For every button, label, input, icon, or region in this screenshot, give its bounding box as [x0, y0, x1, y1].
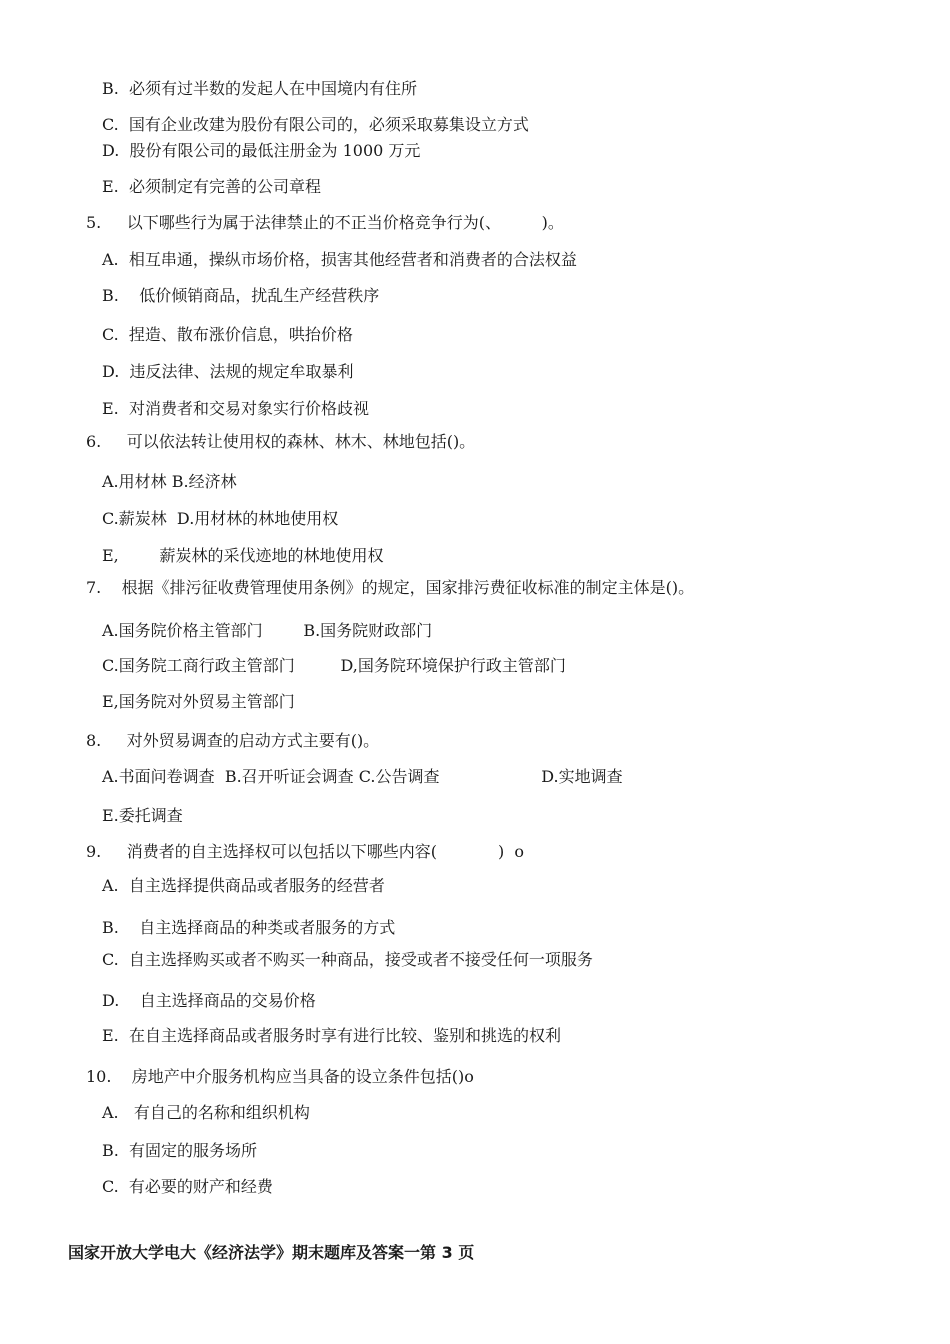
- option-8abcd: A.书面问卷调查 B.召开听证会调查 C.公告调查 D.实地调查: [102, 767, 623, 786]
- option-9d: D. 自主选择商品的交易价格: [102, 991, 316, 1010]
- option-10c: C. 有必要的财产和经费: [102, 1177, 273, 1196]
- option-9b: B. 自主选择商品的种类或者服务的方式: [102, 918, 396, 937]
- option-9a: A. 自主选择提供商品或者服务的经营者: [102, 876, 385, 895]
- option-6ab: A.用材林 B.经济林: [102, 472, 237, 491]
- question-8: 8. 对外贸易调查的启动方式主要有()。: [86, 731, 380, 750]
- option-5c: C. 捏造、散布涨价信息，哄抬价格: [102, 325, 353, 344]
- option-9e: E. 在自主选择商品或者服务时享有进行比较、鉴别和挑选的权利: [102, 1026, 561, 1045]
- option-7e: E,国务院对外贸易主管部门: [102, 692, 295, 711]
- option-7ab: A.国务院价格主管部门 B.国务院财政部门: [102, 621, 433, 640]
- option-10a: A. 有自己的名称和组织机构: [102, 1103, 310, 1122]
- option-10b: B. 有固定的服务场所: [102, 1141, 258, 1160]
- question-9: 9. 消费者的自主选择权可以包括以下哪些内容( ) o: [86, 842, 525, 861]
- option-4c: C. 国有企业改建为股份有限公司的，必须采取募集设立方式: [102, 115, 529, 134]
- question-10: 10. 房地产中介服务机构应当具备的设立条件包括()o: [86, 1067, 474, 1086]
- option-5a: A. 相互串通，操纵市场价格，损害其他经营者和消费者的合法权益: [102, 250, 577, 269]
- option-6e: E, 薪炭林的采伐迹地的林地使用权: [102, 546, 384, 565]
- option-5d: D. 违反法律、法规的规定牟取暴利: [102, 362, 354, 381]
- option-4e: E. 必须制定有完善的公司章程: [102, 177, 321, 196]
- option-5b: B. 低价倾销商品，扰乱生产经营秩序: [102, 286, 380, 305]
- question-7: 7. 根据《排污征收费管理使用条例》的规定，国家排污费征收标准的制定主体是()。: [86, 578, 695, 597]
- option-4b: B. 必须有过半数的发起人在中国境内有住所: [102, 79, 418, 98]
- option-4d: D. 股份有限公司的最低注册金为 1000 万元: [102, 141, 421, 160]
- option-7cd: C.国务院工商行政主管部门 D,国务院环境保护行政主管部门: [102, 656, 566, 675]
- option-6cd: C.薪炭林 D.用材林的林地使用权: [102, 509, 339, 528]
- option-8e: E.委托调查: [102, 806, 183, 825]
- option-5e: E. 对消费者和交易对象实行价格歧视: [102, 399, 369, 418]
- option-9c: C. 自主选择购买或者不购买一种商品，接受或者不接受任何一项服务: [102, 950, 593, 969]
- page-footer: 国家开放大学电大《经济法学》期末题库及答案一第 3 页: [68, 1243, 475, 1262]
- question-6: 6. 可以依法转让使用权的森林、林木、林地包括()。: [86, 432, 476, 451]
- question-5: 5. 以下哪些行为属于法律禁止的不正当价格竞争行为(、 )。: [86, 213, 564, 232]
